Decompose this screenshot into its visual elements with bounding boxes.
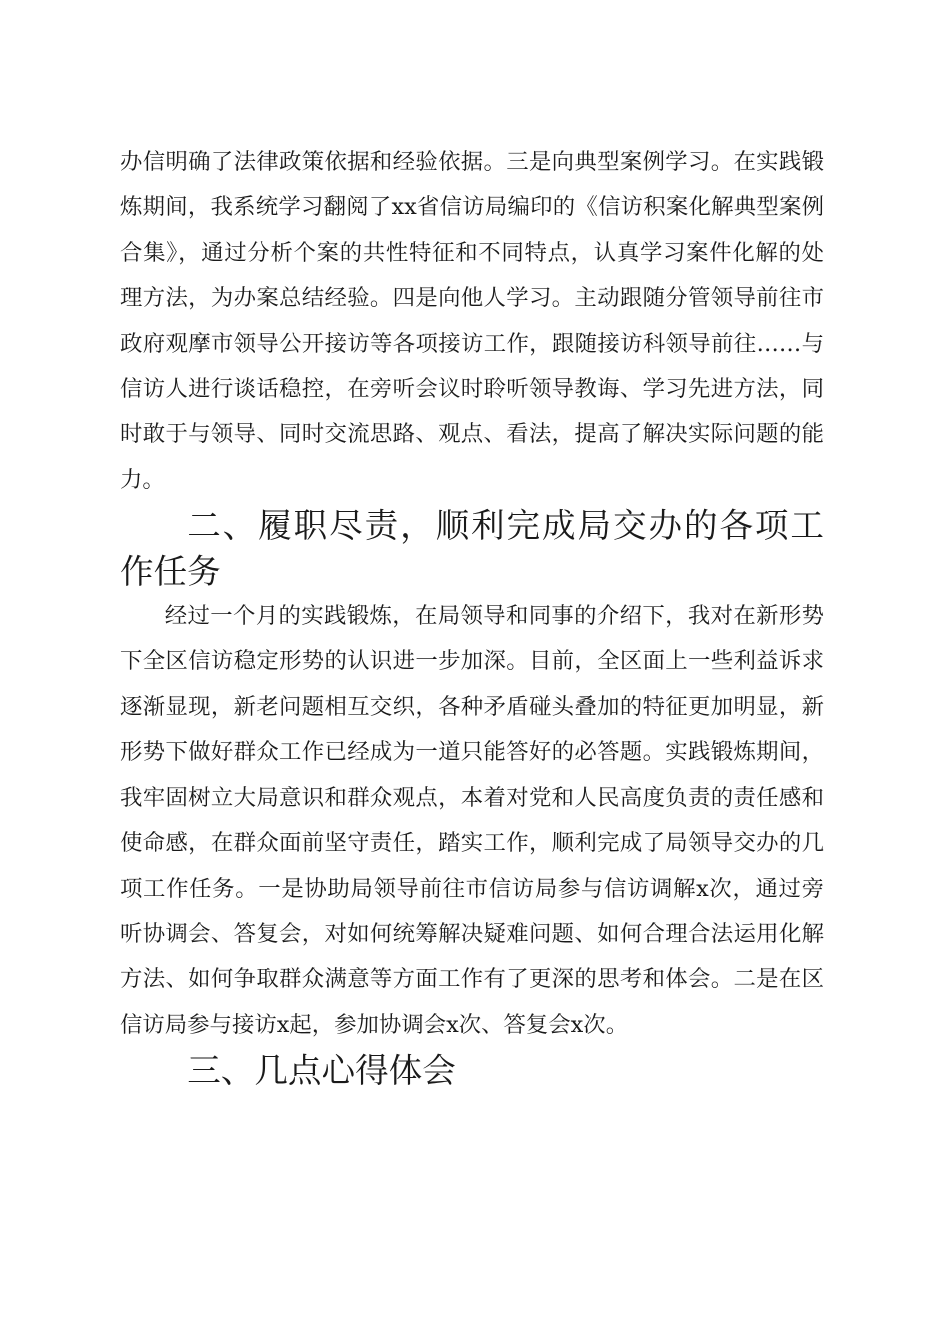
paragraph-section-2: 经过一个月的实践锻炼，在局领导和同事的介绍下，我对在新形势下全区信访稳定形势的认识进一步加深。目前，全区面上一些利益诉求逐渐显现，新老问题相互交织，各种矛盾碰头叠加的特征更加明显，新形势下做好群众工作已经成为一道只能答好的必答题。实践锻炼期间，我牢固树立大局意识和群众观点，本着对党和人民高度负责的责任感和使命感，在群众面前坚守责任，踏实工作，顺利完成了局领导交办的几项工作任务。一是协助局领导前往市信访局参与信访调解x次，通过旁听协调会、答复会，对如何统筹解决疑难问题、如何合理合法运用化解方法、如何争取群众满意等方面工作有了更深的思考和体会。二是在区信访局参与接访x起，参加协调会x次、答复会x次。 bbox=[120, 603, 824, 1038]
section-heading-2: 二、履职尽责，顺利完成局交办的各项工作任务 bbox=[120, 506, 824, 591]
paragraph-continuation: 办信明确了法律政策依据和经验依据。三是向典型案例学习。在实践锻炼期间，我系统学习翻阅了xx省信访局编印的《信访积案化解典型案例合集》，通过分析个案的共性特征和不同特点，认真学习案件化解的处理方法，为办案总结经验。四是向他人学习。主动跟随分管领导前往市政府观摩市领导公开接访等各项接访工作，跟随接访科领导前往……与信访人进行谈话稳控，在旁听会议时聆听领导教诲、学习先进方法，同时敢于与领导、同时交流思路、观点、看法，提高了解决实际问题的能力。 bbox=[120, 149, 824, 493]
document-body bbox=[120, 140, 824, 1094]
section-heading-3: 三、几点心得体会 bbox=[187, 1051, 456, 1091]
